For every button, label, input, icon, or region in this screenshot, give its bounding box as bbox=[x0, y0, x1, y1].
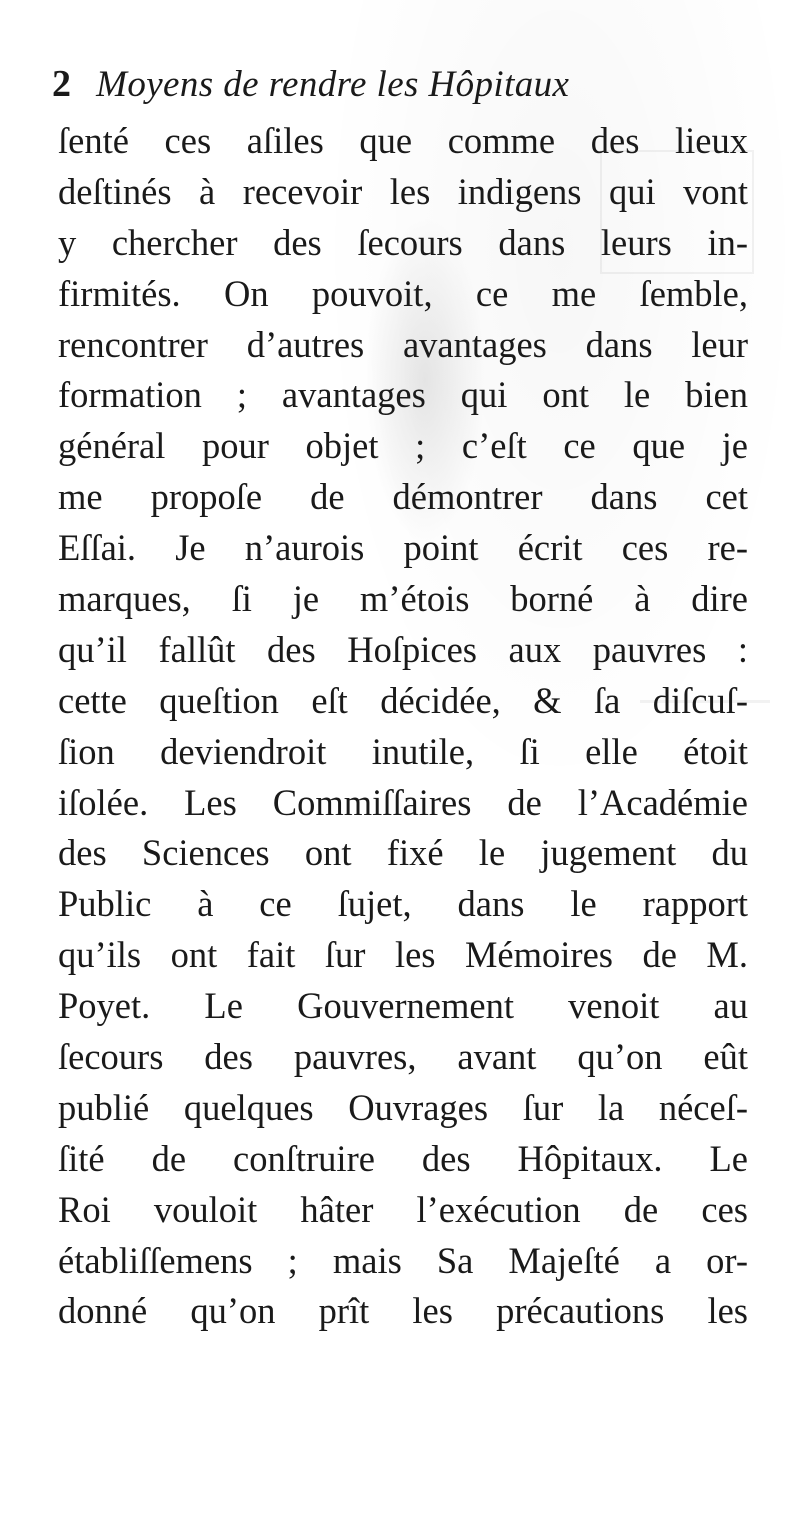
text-line: général pour objet ; c’eſt ce que je bbox=[58, 425, 748, 467]
text-line: Eſſai. Je n’aurois point écrit ces re- bbox=[58, 527, 748, 569]
page-header bbox=[52, 62, 752, 114]
text-line: me propoſe de démontrer dans cet bbox=[58, 476, 748, 518]
text-line: ſenté ces aſiles que comme des lieux bbox=[58, 120, 748, 161]
text-line: Poyet. Le Gouvernement venoit au bbox=[58, 985, 748, 1027]
text-line: qu’ils ont fait ſur les Mémoires de M. bbox=[58, 934, 748, 976]
text-line: Public à ce ſujet, dans le rapport bbox=[58, 883, 748, 925]
page-number: 2 bbox=[52, 63, 71, 105]
text-line: deſtinés à recevoir les indigens qui vont bbox=[58, 170, 748, 212]
text-line: rencontrer d’autres avantages dans leur bbox=[58, 323, 748, 365]
text-line: cette queſtion eſt décidée, & ſa diſcuſ- bbox=[58, 679, 748, 721]
text-line: établiſſemens ; mais Sa Majeſté a or- bbox=[58, 1239, 748, 1281]
text-line: des Sciences ont fixé le jugement du bbox=[58, 832, 748, 874]
running-head: Moyens de rendre les Hôpitaux bbox=[96, 64, 570, 105]
text-line: qu’il fallût des Hoſpices aux pauvres : bbox=[58, 628, 748, 670]
text-line: Roi vouloit hâter l’exécution de ces bbox=[58, 1188, 748, 1230]
text-line: y chercher des ſecours dans leurs in- bbox=[58, 221, 748, 263]
text-line: ſion deviendroit inutile, ſi elle étoit bbox=[58, 730, 748, 772]
text-line: ſecours des pauvres, avant qu’on eût bbox=[58, 1036, 748, 1078]
text-line: firmités. On pouvoit, ce me ſemble, bbox=[58, 272, 748, 314]
text-line: iſolée. Les Commiſſaires de l’Académie bbox=[58, 781, 748, 823]
text-line: formation ; avantages qui ont le bien bbox=[58, 374, 748, 416]
text-line: donné qu’on prît les précautions les bbox=[58, 1290, 748, 1332]
text-line: publié quelques Ouvrages ſur la néceſ- bbox=[58, 1086, 748, 1128]
body-text bbox=[58, 116, 748, 1337]
text-line: ſité de conſtruire des Hôpitaux. Le bbox=[58, 1137, 748, 1179]
text-line: marques, ſi je m’étois borné à dire bbox=[58, 578, 748, 620]
